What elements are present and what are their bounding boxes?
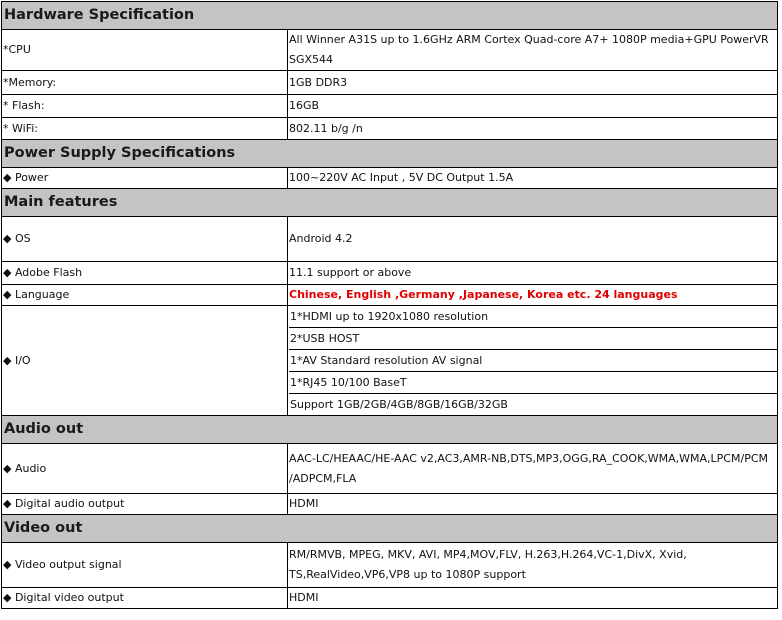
section-header-main-features	[2, 189, 778, 217]
spec-row-io	[2, 306, 778, 416]
spec-value: 100~220V AC Input , 5V DC Output 1.5A	[288, 168, 778, 189]
spec-label: ◆ Video output signal	[2, 543, 288, 588]
spec-value: All Winner A31S up to 1.6GHz ARM Cortex Quad-core A7+ 1080P media+GPU PowerVR SGX544	[288, 30, 778, 71]
language-highlight: Chinese, English ,Germany ,Japanese, Korea etc. 24 languages	[289, 288, 678, 301]
section-title: Audio out	[2, 416, 778, 444]
section-title: Main features	[2, 189, 778, 217]
spec-value: RM/RMVB, MPEG, MKV, AVI, MP4,MOV,FLV, H.263,H.264,VC-1,DivX, Xvid, TS,RealVideo,VP6,VP8 up to 1080P support	[288, 543, 778, 588]
spec-row-flash	[2, 95, 778, 118]
spec-label: ◆ Power	[2, 168, 288, 189]
section-header-power	[2, 140, 778, 168]
io-item: 1*AV Standard resolution AV signal	[289, 350, 777, 372]
spec-row-language	[2, 285, 778, 306]
spec-value: 802.11 b/g /n	[288, 118, 778, 140]
spec-row-cpu	[2, 30, 778, 71]
spec-label: * Flash:	[2, 95, 288, 118]
spec-row-adobe-flash	[2, 262, 778, 285]
section-header-video-out	[2, 515, 778, 543]
spec-row-memory	[2, 71, 778, 95]
spec-value: 11.1 support or above	[288, 262, 778, 285]
spec-label: ◆ Language	[2, 285, 288, 306]
io-item: 1*RJ45 10/100 BaseT	[289, 372, 777, 394]
spec-row-digital-audio-output	[2, 494, 778, 515]
spec-label: ◆ Digital audio output	[2, 494, 288, 515]
spec-label: ◆ I/O	[2, 306, 288, 416]
spec-value: 16GB	[288, 95, 778, 118]
spec-table	[1, 1, 778, 609]
spec-value-list	[288, 306, 778, 416]
section-header-audio-out	[2, 416, 778, 444]
spec-row-video-output-signal	[2, 543, 778, 588]
spec-label: ◆ Audio	[2, 444, 288, 494]
section-title: Hardware Specification	[2, 2, 778, 30]
spec-label: ◆ Digital video output	[2, 588, 288, 609]
spec-label: ◆ Adobe Flash	[2, 262, 288, 285]
io-item: 2*USB HOST	[289, 328, 777, 350]
spec-row-power	[2, 168, 778, 189]
spec-value: 1GB DDR3	[288, 71, 778, 95]
spec-value: HDMI	[288, 588, 778, 609]
io-item: 1*HDMI up to 1920x1080 resolution	[289, 306, 777, 328]
spec-row-audio	[2, 444, 778, 494]
spec-label: *CPU	[2, 30, 288, 71]
spec-value: AAC-LC/HEAAC/HE-AAC v2,AC3,AMR-NB,DTS,MP3,OGG,RA_COOK,WMA,WMA,LPCM/PCM /ADPCM,FLA	[288, 444, 778, 494]
section-title: Power Supply Specifications	[2, 140, 778, 168]
spec-value	[288, 285, 778, 306]
spec-value: Android 4.2	[288, 217, 778, 262]
section-title: Video out	[2, 515, 778, 543]
spec-label: *Memory:	[2, 71, 288, 95]
spec-label: ◆ OS	[2, 217, 288, 262]
spec-row-os	[2, 217, 778, 262]
spec-label: * WiFi:	[2, 118, 288, 140]
spec-row-wifi	[2, 118, 778, 140]
spec-value: HDMI	[288, 494, 778, 515]
section-header-hardware	[2, 2, 778, 30]
io-item: Support 1GB/2GB/4GB/8GB/16GB/32GB	[290, 398, 508, 411]
spec-row-digital-video-output	[2, 588, 778, 609]
